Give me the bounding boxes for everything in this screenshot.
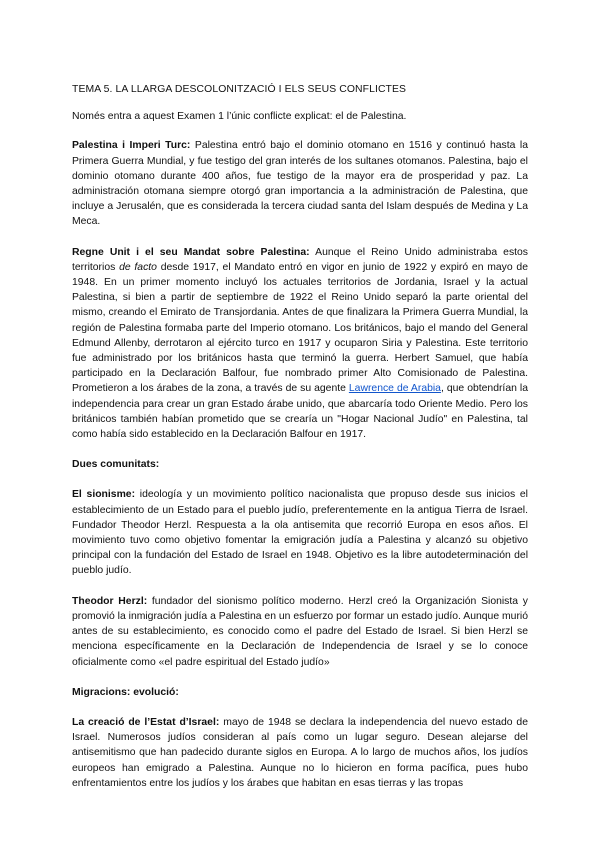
paragraph-text: Palestina entró bajo el dominio otomano en 1516 y continuó hasta la Primera Guerra Mundial, y fue testigo del gran interés de los sultanes otomanos. Palestina, bajo el dominio otomano durante 400 años, fue testigo de la mayor era de prosperidad y paz. La administración otomana siempre otorgó gran importancia a la administración de Palestina, que incluye a Jerusalén, que es considerada la tercera ciudad santa del Islam después de Medina y La Meca.	[72, 140, 528, 228]
paragraph-theodor-herzl	[72, 594, 528, 670]
paragraph-palestina-imperi-turc	[72, 138, 528, 229]
intro-note: Només entra a aquest Examen 1 l’únic conflicte explicat: el de Palestina.	[72, 111, 407, 123]
section-heading-dues-comunitats: Dues comunitats:	[72, 459, 160, 471]
paragraph-sionisme	[72, 487, 528, 578]
section-heading-migracions: Migracions: evolució:	[72, 686, 179, 698]
lawrence-de-arabia-link[interactable]: Lawrence de Arabia	[348, 383, 441, 395]
paragraph-heading: La creació de l’Estat d’Israel:	[72, 716, 220, 728]
italic-term: de facto	[119, 261, 157, 273]
paragraph-text: , que obtendrían la independencia para crear un gran Estado árabe unido, que abarcaría todo Oriente Medio. Pero los británicos también habían prometido que se crearía un "Hogar Nacional Judío" en Palestina, tal como había sido establecido en la Declaración Balfour en 1917.	[72, 383, 528, 441]
paragraph-text: Aunque el Reino Unido administraba estos territorios	[72, 246, 529, 273]
paragraph-heading: Palestina i Imperi Turc:	[72, 140, 191, 152]
paragraph-text: fundador del sionismo político moderno. Herzl creó la Organización Sionista y promovió la inmigración judía a Palestina en un esfuerzo por formar un estado judío. Aunque murió antes de su establecimiento, es conocido como el padre del Estado de Israel. Si bien Herzl se menciona específicamente en la Declaración de Independencia de Israel y se lo conoce oficialmente como «el padre espiritual del Estado judío»	[72, 595, 528, 668]
paragraph-heading: El sionisme:	[72, 489, 136, 501]
paragraph-heading: Regne Unit i el seu Mandat sobre Palestina:	[72, 246, 310, 258]
document-title: TEMA 5. LA LLARGA DESCOLONITZACIÓ I ELS SEUS CONFLICTES	[72, 84, 407, 95]
paragraph-creacio-estat-israel	[72, 715, 528, 791]
paragraph-text: ideología y un movimiento político nacionalista que propuso desde sus inicios el establecimiento de un Estado para el pueblo judío, preferentemente en la antigua Tierra de Israel. Fundador Theodor Herzl. Respuesta a la ola antisemita que recorrió Europa en esos años. El movimiento tuvo como objetivo fomentar la emigración judía a Palestina y alcanzó su objetivo principal con la fundación del Estado de Israel en 1948. Objetivo es la libre autodeterminación del pueblo judío.	[72, 489, 528, 577]
paragraph-text: mayo de 1948 se declara la independencia del nuevo estado de Israel. Numerosos judíos consideran al país como un lugar seguro. Desean alejarse del antisemitismo que han padecido durante siglos en Europa. A lo largo de muchos años, los judíos europeos han emigrado a Palestina. Aunque no lo hicieron en forma pacífica, pues hubo enfrentamientos entre los judíos y los árabes que habitan en esas tierras y las tropas	[72, 716, 528, 789]
paragraph-heading: Theodor Herzl:	[72, 595, 148, 607]
paragraph-mandat-palestina	[72, 245, 528, 443]
paragraph-text: desde 1917, el Mandato entró en vigor en junio de 1922 y expiró en mayo de 1948. En un primer momento incluyó los actuales territorios de Jordania, Israel y la actual Palestina, si bien a partir de septiembre de 1922 el Reino Unido separó la parte oriental del mismo, creando el Emirato de Transjordania. Antes de que finalizara la Primera Guerra Mundial, la región de Palestina formaba parte del Imperio otomano. Los británicos, bajo el mando del General Edmund Allenby, derrotaron al ejército turco en 1917 y ocuparon Siria y Palestina. Este territorio fue administrado por los británicos hasta que terminó la guerra. Herbert Samuel, que había participado en la Declaración Balfour, fue nombrado primer Alto Comisionado de Palestina. Prometieron a los árabes de la zona, a través de su agente	[72, 261, 528, 395]
